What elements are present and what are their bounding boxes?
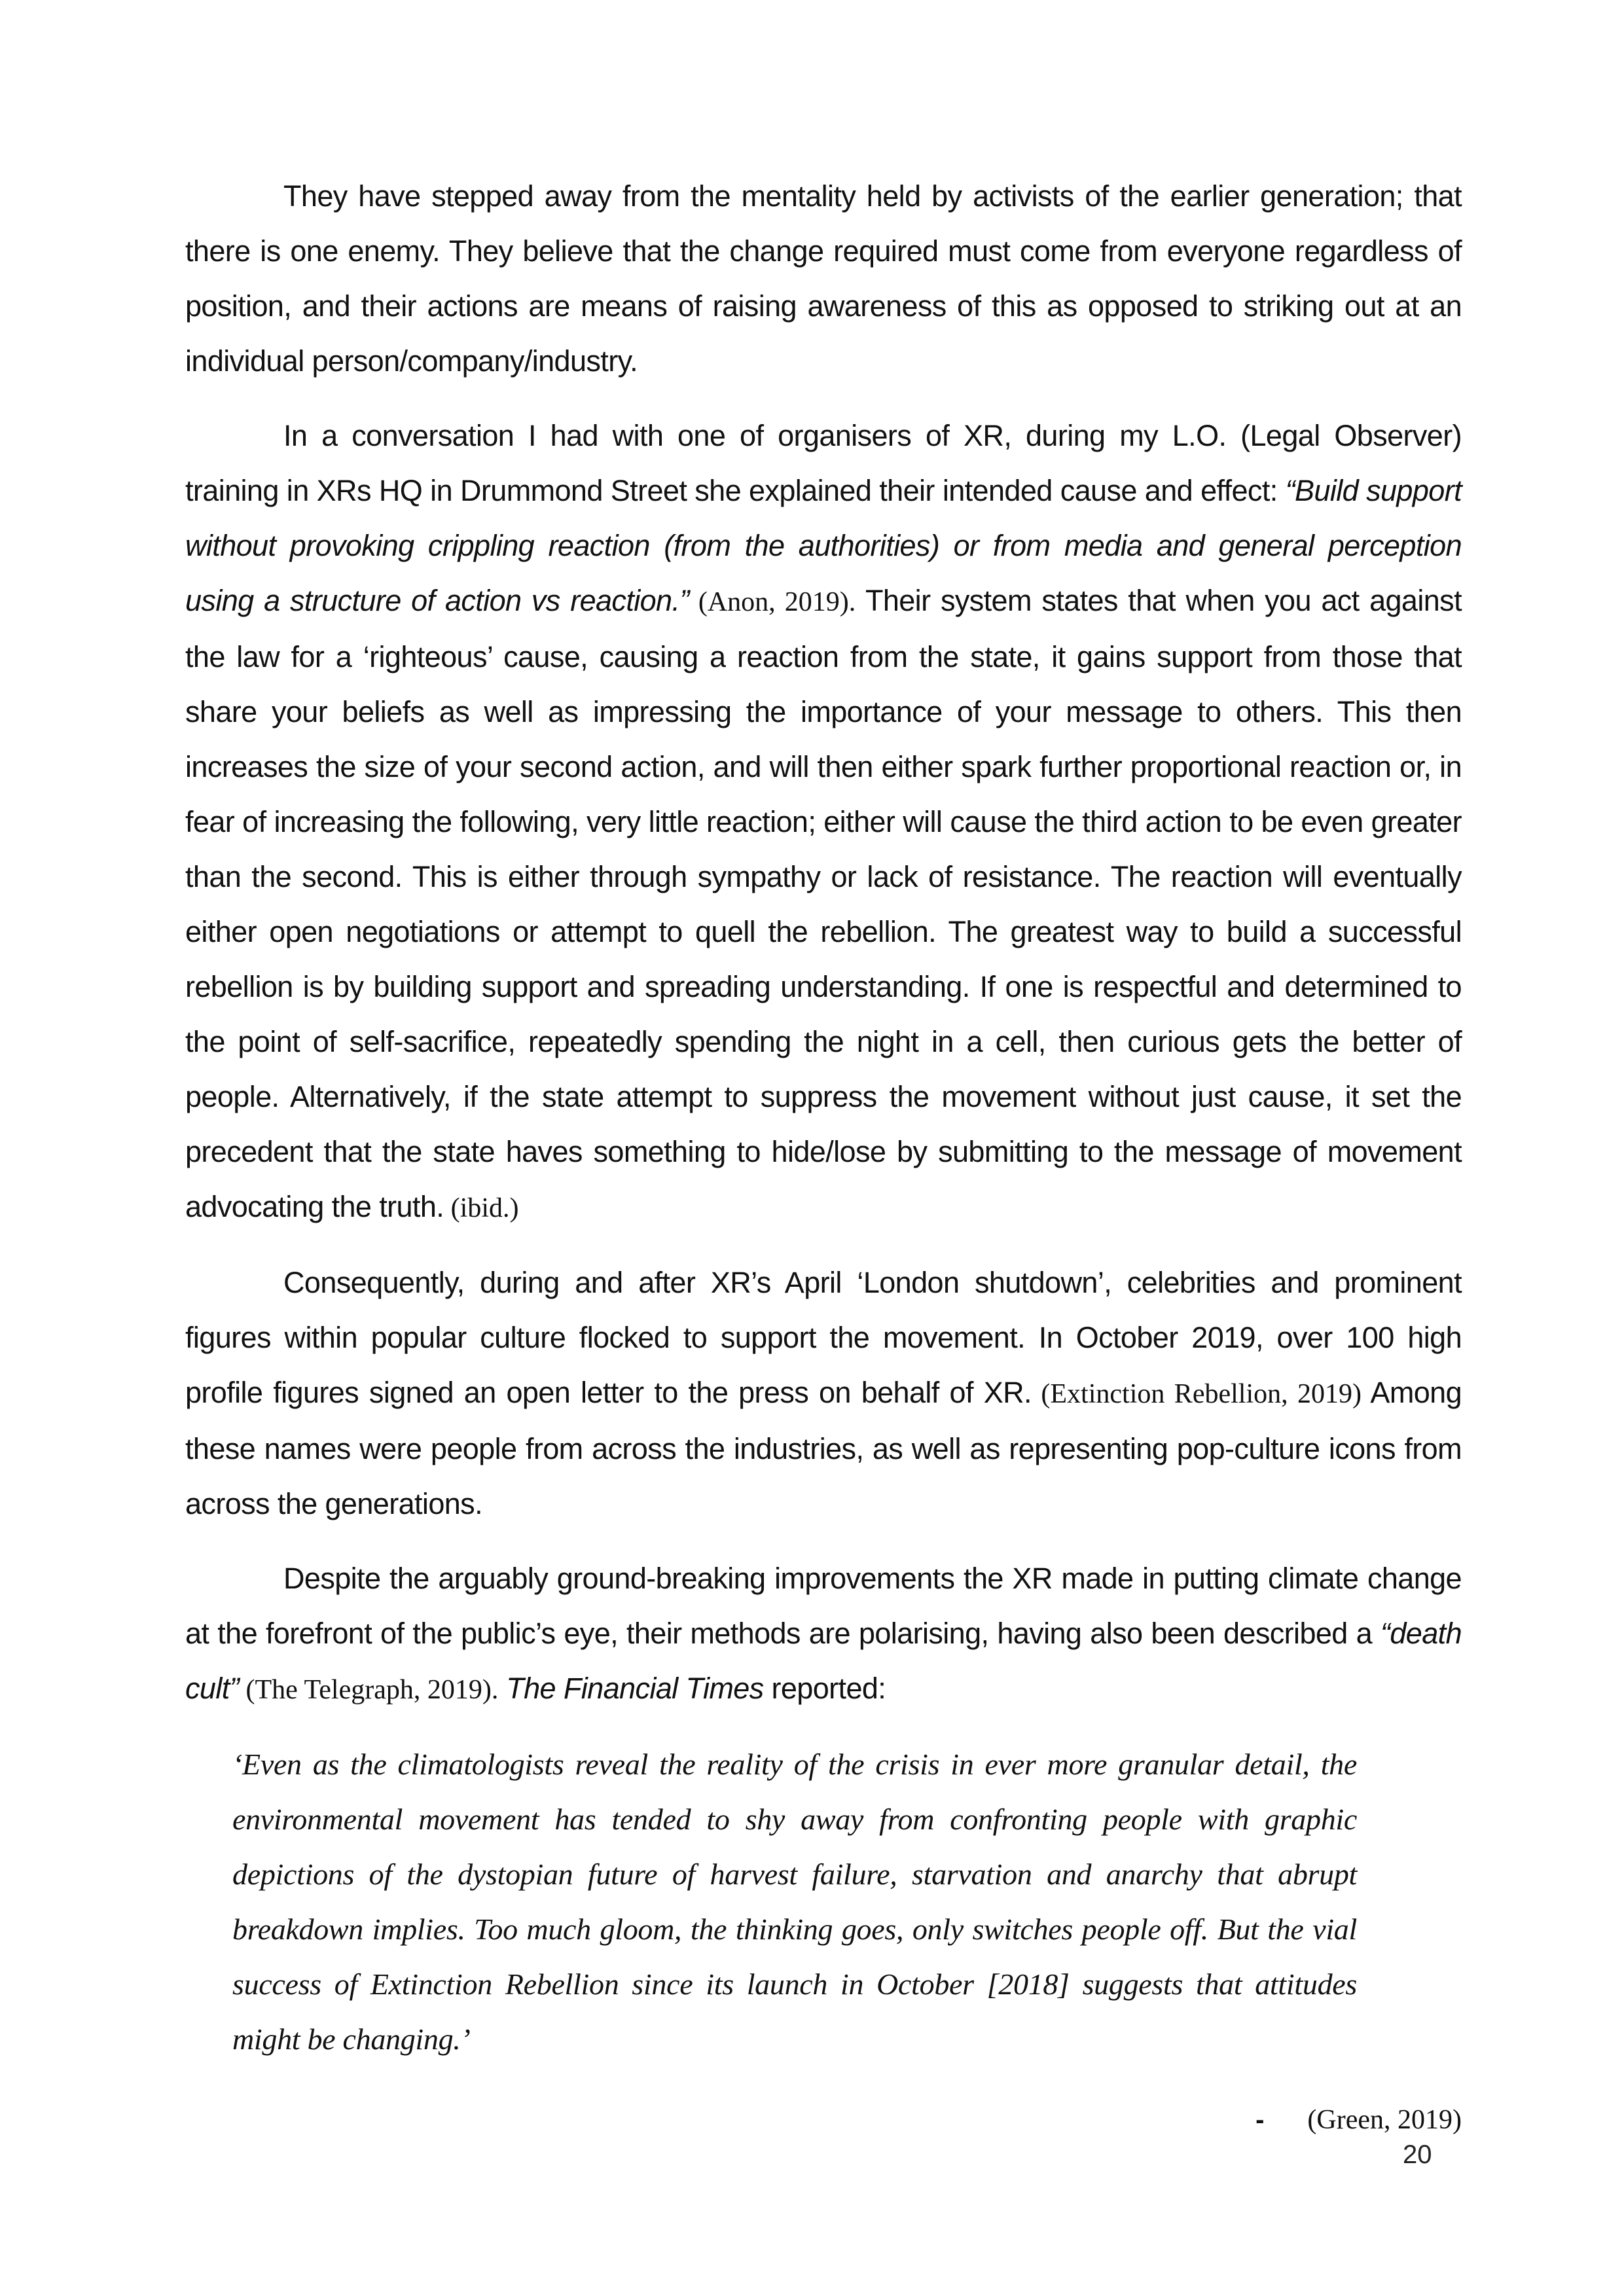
paragraph xyxy=(185,408,1462,1236)
blockquote xyxy=(232,1737,1357,2067)
text-segment-body: In a conversation I had with one of organisers of XR, during my L.O. (Legal Observer) training in XRs HQ in Drummond Street she explained their intended cause and effect: xyxy=(185,419,1462,507)
attribution-citation: (Green, 2019) xyxy=(1307,2105,1462,2135)
text-segment-body: Their system states that when you act against the law for a ‘righteous’ cause, causing a reaction from the state, it gains support from those that share your beliefs as well as impressing the importance of your message to others. This then increases the size of your second action, and will then either spark further proportional reaction or, in fear of increasing the following, very little reaction; either will cause the third action to be even greater than the second. This is either through sympathy or lack of resistance. The reaction will eventually either open negotiations or attempt to quell the rebellion. The greatest way to build a successful rebellion is by building support and spreading understanding. If one is respectful and determined to the point of self-sacrifice, repeatedly spending the night in a cell, then curious gets the better of people. Alternatively, if the state attempt to suppress the movement without just cause, it set the precedent that the state haves something to hide/lose by submitting to the message of movement advocating the truth. xyxy=(185,584,1462,1223)
text-segment-body: Consequently, during and after XR’s April ‘London shutdown’, celebrities and prominent figures within popular culture flocked to support the movement. In October 2019, over 100 high profile figures signed an open letter to the press on behalf of XR. xyxy=(185,1266,1462,1409)
quote-attribution xyxy=(185,2092,1462,2147)
attribution-dash: - xyxy=(1255,2106,1265,2134)
text-segment-italic: The Financial Times xyxy=(498,1672,764,1705)
page-number: 20 xyxy=(1403,2140,1432,2169)
text-segment-italic: “death cult” xyxy=(185,1617,1462,1705)
paragraph xyxy=(185,1551,1462,1717)
text-segment-italic: “Build support without provoking crippling reaction (from the authorities) or from media and general perception using a structure of action vs reaction.” xyxy=(185,474,1462,617)
text-segment-body: reported: xyxy=(763,1672,886,1705)
text-segment-cite: (The Telegraph, 2019). xyxy=(239,1675,499,1705)
text-segment-cite: (ibid.) xyxy=(444,1193,519,1223)
text-segment-cite: (Extinction Rebellion, 2019) xyxy=(1031,1379,1362,1409)
paragraph xyxy=(185,1255,1462,1532)
text-segment-body: They have stepped away from the mentality held by activists of the earlier generation; that there is one enemy. They believe that the change required must come from everyone regardless of position, and their actions are means of raising awareness of this as opposed to striking out at an individual person/company/industry. xyxy=(185,179,1462,378)
document-body xyxy=(185,169,1462,2089)
text-segment-quote: ‘Even as the climatologists reveal the reality of the crisis in ever more granular detail, the environmental movement has tended to shy away from confronting people with graphic depictions of the dystopian future of harvest failure, starvation and anarchy that abrupt breakdown implies. Too much gloom, the thinking goes, only switches people off. But the vial success of Extinction Rebellion since its launch in October [2018] suggests that attitudes might be changing.’ xyxy=(232,1748,1357,2056)
text-segment-body: Among these names were people from across the industries, as well as representing pop-culture icons from across the generations. xyxy=(185,1376,1462,1520)
text-segment-cite: (Anon, 2019). xyxy=(689,587,856,617)
text-segment-body: Despite the arguably ground-breaking improvements the XR made in putting climate change at the forefront of the public’s eye, their methods are polarising, having also been described a xyxy=(185,1562,1462,1650)
paragraph xyxy=(185,169,1462,389)
